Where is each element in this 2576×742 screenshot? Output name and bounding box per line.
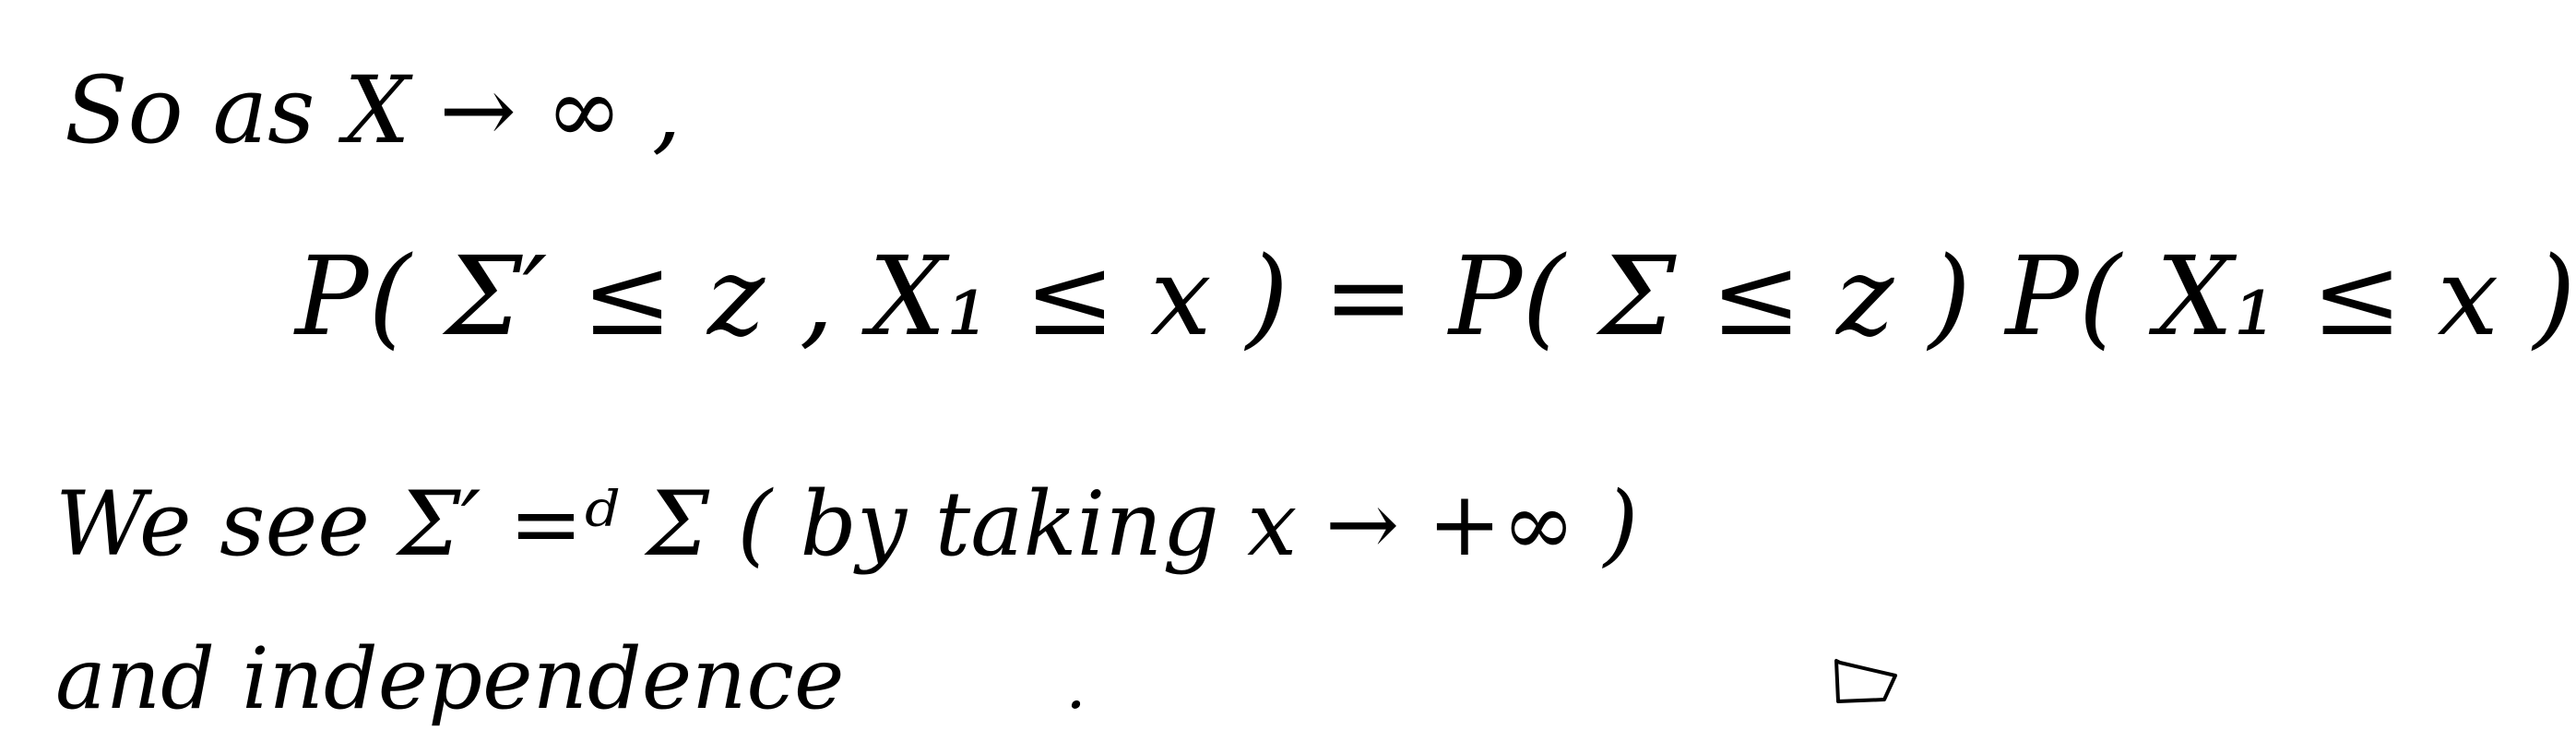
end-punctuation: . — [1065, 648, 1086, 724]
note-line-4 — [55, 629, 1086, 728]
note-line-1: So as X → ∞ , — [65, 56, 682, 164]
note-line-4-text: and independence — [55, 629, 845, 728]
end-of-proof-square-icon — [1831, 653, 1901, 709]
note-line-2-joint-probability-equation: P( Σ′ ≤ z , X₁ ≤ x ) = P( Σ ≤ z ) P( X₁ ≤ x ) — [295, 233, 2576, 360]
note-line-3-distribution-equality: We see Σ′ =ᵈ Σ ( by taking x → +∞ ) — [55, 473, 1639, 576]
